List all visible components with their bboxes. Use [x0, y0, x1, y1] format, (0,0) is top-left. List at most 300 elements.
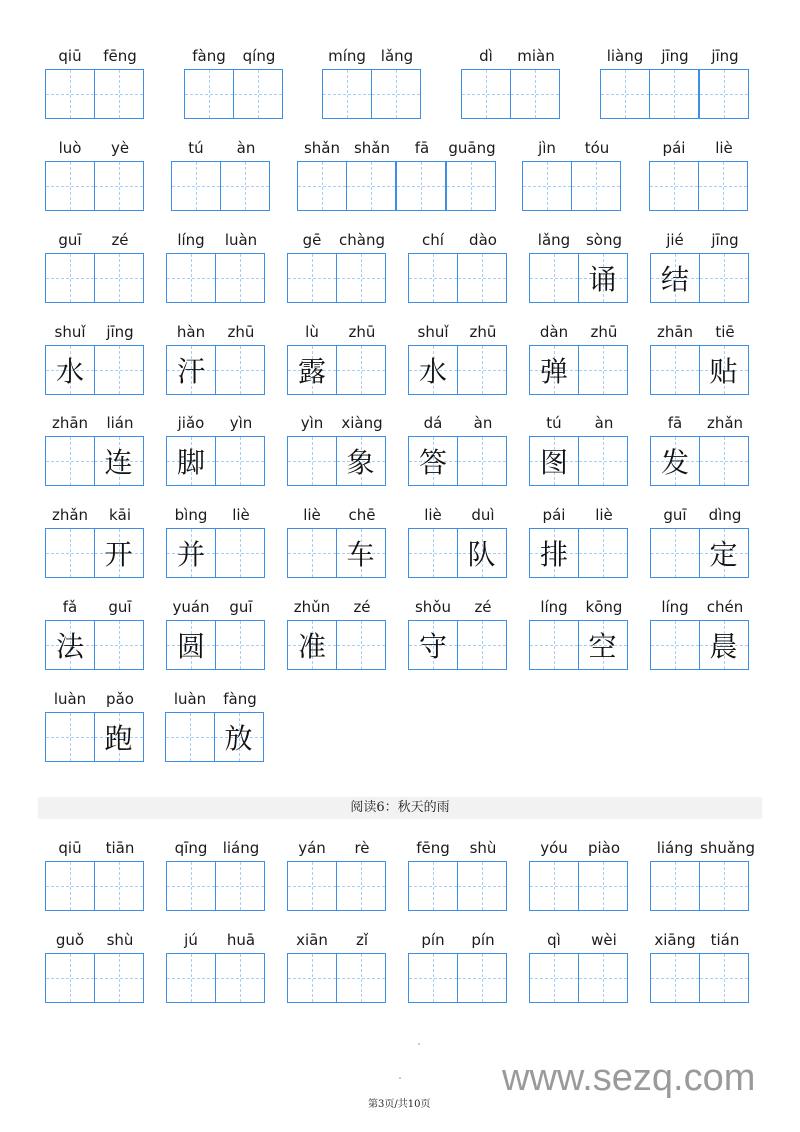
character-cell	[397, 135, 447, 211]
hanzi-character	[458, 862, 506, 910]
hanzi-character	[288, 862, 336, 910]
character-cell	[287, 227, 337, 303]
hanzi-character	[95, 862, 143, 910]
tianzige-writing-box[interactable]	[408, 528, 458, 578]
pinyin-label: chén	[706, 598, 744, 616]
hanzi-character	[46, 862, 94, 910]
hanzi-character	[185, 70, 233, 118]
hanzi-character: 结	[660, 263, 689, 296]
pinyin-label: yán	[298, 839, 326, 857]
tianzige-writing-box[interactable]	[336, 620, 386, 670]
tianzige-writing-box[interactable]	[215, 953, 265, 1003]
pinyin-label: zhū	[590, 323, 618, 341]
hanzi-character	[462, 70, 510, 118]
pinyin-label: yóu	[540, 839, 568, 857]
pinyin-label: rè	[354, 839, 370, 857]
hanzi-character	[579, 529, 627, 577]
character-cell	[579, 410, 629, 486]
pinyin-label: guǒ	[55, 931, 85, 949]
tianzige-writing-box[interactable]	[45, 436, 95, 486]
tianzige-writing-box[interactable]	[214, 712, 264, 762]
speck	[418, 1043, 420, 1045]
hanzi-character	[579, 346, 627, 394]
pinyin-label: zhū	[348, 323, 376, 341]
hanzi-character: 队	[467, 538, 496, 571]
tianzige-writing-box[interactable]	[408, 953, 458, 1003]
pinyin-label: guī	[229, 598, 253, 616]
tianzige-writing-box[interactable]	[166, 528, 216, 578]
pinyin-label: zhǎn	[706, 414, 744, 432]
character-cell	[372, 43, 422, 119]
character-cell	[458, 927, 508, 1003]
hanzi-character	[167, 254, 215, 302]
character-cell	[347, 135, 397, 211]
pinyin-label: shǎn	[353, 139, 391, 157]
character-cell	[287, 502, 337, 578]
pinyin-label: tóu	[584, 139, 610, 157]
character-cell	[529, 502, 579, 578]
tianzige-writing-box[interactable]	[45, 161, 95, 211]
tianzige-writing-box[interactable]	[461, 69, 511, 119]
hanzi-character	[458, 954, 506, 1002]
hanzi-character: 放	[224, 722, 253, 755]
tianzige-writing-box[interactable]	[94, 953, 144, 1003]
tianzige-writing-box[interactable]	[408, 436, 458, 486]
hanzi-character	[458, 437, 506, 485]
character-cell	[166, 594, 216, 670]
hanzi-character	[579, 954, 627, 1002]
hanzi-character	[167, 954, 215, 1002]
character-cell	[579, 502, 629, 578]
pinyin-label: huā	[226, 931, 256, 949]
hanzi-character	[221, 162, 269, 210]
hanzi-character	[216, 437, 264, 485]
character-cell	[700, 927, 750, 1003]
tianzige-writing-box[interactable]	[166, 953, 216, 1003]
tianzige-writing-box[interactable]	[699, 69, 749, 119]
hanzi-character: 排	[539, 538, 568, 571]
tianzige-writing-box[interactable]	[699, 528, 749, 578]
pinyin-label: liè	[715, 139, 733, 157]
tianzige-writing-box[interactable]	[94, 345, 144, 395]
tianzige-writing-box[interactable]	[649, 161, 699, 211]
pinyin-label: zhān	[656, 323, 694, 341]
tianzige-writing-box[interactable]	[699, 345, 749, 395]
hanzi-character	[651, 529, 699, 577]
character-cell	[171, 135, 221, 211]
tianzige-writing-box[interactable]	[699, 436, 749, 486]
character-cell	[337, 502, 387, 578]
hanzi-character: 法	[55, 630, 84, 663]
tianzige-writing-box[interactable]	[457, 436, 507, 486]
pinyin-label: qīng	[174, 839, 208, 857]
hanzi-character	[458, 621, 506, 669]
tianzige-writing-box[interactable]	[336, 861, 386, 911]
tianzige-writing-box[interactable]	[94, 861, 144, 911]
character-cell	[458, 502, 508, 578]
tianzige-writing-box[interactable]	[215, 620, 265, 670]
pinyin-label: dì	[479, 47, 493, 65]
hanzi-character	[409, 254, 457, 302]
tianzige-writing-box[interactable]	[650, 861, 700, 911]
pinyin-label: liè	[303, 506, 321, 524]
tianzige-writing-box[interactable]	[166, 861, 216, 911]
character-cell	[166, 835, 216, 911]
tianzige-writing-box[interactable]	[45, 861, 95, 911]
hanzi-character	[372, 70, 420, 118]
tianzige-writing-box[interactable]	[408, 345, 458, 395]
character-cell	[650, 502, 700, 578]
hanzi-character	[579, 862, 627, 910]
tianzige-writing-box[interactable]	[446, 161, 496, 211]
tianzige-writing-box[interactable]	[649, 69, 699, 119]
character-cell	[337, 227, 387, 303]
character-cell	[511, 43, 561, 119]
tianzige-writing-box[interactable]	[408, 620, 458, 670]
character-cell	[579, 835, 629, 911]
character-cell	[408, 319, 458, 395]
tianzige-writing-box[interactable]	[287, 528, 337, 578]
word-group	[166, 502, 266, 578]
hanzi-character: 弹	[539, 355, 568, 388]
pinyin-label: tiān	[105, 839, 135, 857]
tianzige-writing-box[interactable]	[287, 253, 337, 303]
word-group	[45, 319, 145, 395]
tianzige-writing-box[interactable]	[408, 253, 458, 303]
tianzige-writing-box[interactable]	[322, 69, 372, 119]
character-cell	[45, 835, 95, 911]
hanzi-character	[530, 954, 578, 1002]
hanzi-character	[700, 862, 748, 910]
tianzige-writing-box[interactable]	[650, 620, 700, 670]
character-cell	[216, 594, 266, 670]
word-group	[45, 686, 145, 762]
pinyin-label: qiū	[58, 839, 82, 857]
pinyin-label: tiē	[715, 323, 735, 341]
tianzige-writing-box[interactable]	[699, 861, 749, 911]
hanzi-character	[337, 862, 385, 910]
tianzige-writing-box[interactable]	[166, 253, 216, 303]
hanzi-character: 空	[588, 630, 617, 663]
tianzige-writing-box[interactable]	[94, 528, 144, 578]
tianzige-writing-box[interactable]	[578, 620, 628, 670]
character-cell	[458, 319, 508, 395]
tianzige-writing-box[interactable]	[233, 69, 283, 119]
hanzi-character	[409, 862, 457, 910]
pinyin-label: jīng	[661, 47, 689, 65]
character-cell	[45, 594, 95, 670]
tianzige-writing-box[interactable]	[529, 953, 579, 1003]
tianzige-writing-box[interactable]	[94, 436, 144, 486]
pinyin-label: pín	[421, 931, 445, 949]
tianzige-writing-box[interactable]	[220, 161, 270, 211]
character-cell	[408, 227, 458, 303]
word-group	[166, 594, 266, 670]
hanzi-character	[337, 621, 385, 669]
tianzige-writing-box[interactable]	[571, 161, 621, 211]
tianzige-writing-box[interactable]	[336, 953, 386, 1003]
hanzi-character: 象	[346, 446, 375, 479]
tianzige-writing-box[interactable]	[529, 345, 579, 395]
tianzige-writing-box[interactable]	[184, 69, 234, 119]
hanzi-character	[530, 254, 578, 302]
tianzige-writing-box[interactable]	[457, 253, 507, 303]
hanzi-character	[95, 70, 143, 118]
tianzige-writing-box[interactable]	[650, 953, 700, 1003]
tianzige-writing-box[interactable]	[45, 712, 95, 762]
tianzige-writing-box[interactable]	[396, 161, 446, 211]
character-cell	[529, 594, 579, 670]
hanzi-character: 脚	[176, 446, 205, 479]
word-group	[529, 502, 629, 578]
hanzi-character	[46, 437, 94, 485]
character-cell	[522, 135, 572, 211]
word-group	[287, 594, 387, 670]
hanzi-character	[95, 346, 143, 394]
word-group	[322, 43, 422, 119]
character-cell	[216, 502, 266, 578]
hanzi-character	[397, 162, 445, 210]
tianzige-writing-box[interactable]	[457, 345, 507, 395]
tianzige-writing-box[interactable]	[166, 620, 216, 670]
hanzi-character	[337, 254, 385, 302]
tianzige-writing-box[interactable]	[457, 528, 507, 578]
hanzi-character: 守	[418, 630, 447, 663]
tianzige-writing-box[interactable]	[287, 620, 337, 670]
tianzige-writing-box[interactable]	[45, 528, 95, 578]
hanzi-character	[700, 437, 748, 485]
word-group	[529, 227, 629, 303]
pinyin-label: yìn	[229, 414, 253, 432]
tianzige-writing-box[interactable]	[166, 436, 216, 486]
tianzige-writing-box[interactable]	[171, 161, 221, 211]
tianzige-writing-box[interactable]	[522, 161, 572, 211]
tianzige-writing-box[interactable]	[699, 620, 749, 670]
character-cell	[216, 835, 266, 911]
word-group	[650, 410, 750, 486]
word-group	[529, 927, 629, 1003]
pinyin-label: zé	[111, 231, 129, 249]
pinyin-label: shǎn	[303, 139, 341, 157]
hanzi-character	[166, 713, 214, 761]
character-cell	[408, 594, 458, 670]
tianzige-writing-box[interactable]	[529, 861, 579, 911]
tianzige-writing-box[interactable]	[529, 436, 579, 486]
tianzige-writing-box[interactable]	[166, 345, 216, 395]
hanzi-character	[601, 70, 649, 118]
tianzige-writing-box[interactable]	[457, 620, 507, 670]
character-cell	[95, 927, 145, 1003]
tianzige-writing-box[interactable]	[45, 253, 95, 303]
word-group	[171, 135, 271, 211]
tianzige-writing-box[interactable]	[650, 436, 700, 486]
pinyin-label: jié	[666, 231, 684, 249]
tianzige-writing-box[interactable]	[336, 253, 386, 303]
character-cell	[287, 410, 337, 486]
tianzige-writing-box[interactable]	[94, 253, 144, 303]
hanzi-character: 水	[418, 355, 447, 388]
word-group	[45, 594, 145, 670]
tianzige-writing-box[interactable]	[287, 436, 337, 486]
tianzige-writing-box[interactable]	[457, 861, 507, 911]
character-cell	[297, 135, 347, 211]
tianzige-writing-box[interactable]	[699, 253, 749, 303]
pinyin-label: qiū	[58, 47, 82, 65]
tianzige-writing-box[interactable]	[45, 345, 95, 395]
tianzige-writing-box[interactable]	[215, 528, 265, 578]
tianzige-writing-box[interactable]	[650, 345, 700, 395]
pinyin-label: fā	[667, 414, 683, 432]
character-cell	[579, 319, 629, 395]
pinyin-label: yuán	[172, 598, 210, 616]
hanzi-character: 并	[176, 538, 205, 571]
word-group	[408, 410, 508, 486]
hanzi-character: 诵	[588, 263, 617, 296]
hanzi-character	[172, 162, 220, 210]
tianzige-writing-box[interactable]	[336, 436, 386, 486]
tianzige-writing-box[interactable]	[698, 161, 748, 211]
tianzige-writing-box[interactable]	[287, 345, 337, 395]
pinyin-label: bìng	[174, 506, 208, 524]
character-cell	[45, 43, 95, 119]
pinyin-label: miàn	[517, 47, 555, 65]
character-cell	[579, 927, 629, 1003]
tianzige-writing-box[interactable]	[94, 161, 144, 211]
tianzige-writing-box[interactable]	[600, 69, 650, 119]
section-title: 阅读6：秋天的雨	[38, 797, 762, 819]
character-cell	[45, 502, 95, 578]
tianzige-writing-box[interactable]	[336, 345, 386, 395]
character-cell	[45, 135, 95, 211]
hanzi-character	[216, 954, 264, 1002]
character-cell	[166, 410, 216, 486]
tianzige-writing-box[interactable]	[287, 861, 337, 911]
tianzige-writing-box[interactable]	[215, 436, 265, 486]
pinyin-label: liàng	[606, 47, 644, 65]
pinyin-label: luàn	[53, 690, 87, 708]
tianzige-writing-box[interactable]	[578, 345, 628, 395]
character-cell	[461, 43, 511, 119]
tianzige-writing-box[interactable]	[287, 953, 337, 1003]
tianzige-writing-box[interactable]	[346, 161, 396, 211]
character-cell	[95, 410, 145, 486]
pinyin-label: fàng	[192, 47, 226, 65]
tianzige-writing-box[interactable]	[94, 620, 144, 670]
character-cell	[95, 502, 145, 578]
pinyin-label: guī	[108, 598, 132, 616]
tianzige-writing-box[interactable]	[371, 69, 421, 119]
character-cell	[45, 319, 95, 395]
word-group	[650, 227, 750, 303]
tianzige-writing-box[interactable]	[45, 69, 95, 119]
tianzige-writing-box[interactable]	[578, 436, 628, 486]
word-group	[287, 927, 387, 1003]
tianzige-writing-box[interactable]	[215, 345, 265, 395]
pinyin-label: zhǔn	[293, 598, 331, 616]
pinyin-label: xiān	[296, 931, 328, 949]
hanzi-character	[511, 70, 559, 118]
tianzige-writing-box[interactable]	[510, 69, 560, 119]
tianzige-writing-box[interactable]	[529, 620, 579, 670]
hanzi-character	[447, 162, 495, 210]
character-cell	[699, 135, 749, 211]
pinyin-label: xiàng	[341, 414, 383, 432]
tianzige-writing-box[interactable]	[699, 953, 749, 1003]
hanzi-character: 图	[539, 446, 568, 479]
pinyin-label: shǒu	[414, 598, 451, 616]
tianzige-writing-box[interactable]	[165, 712, 215, 762]
pinyin-label: shù	[106, 931, 134, 949]
tianzige-writing-box[interactable]	[457, 953, 507, 1003]
character-cell	[337, 835, 387, 911]
tianzige-writing-box[interactable]	[94, 712, 144, 762]
tianzige-writing-box[interactable]	[578, 528, 628, 578]
tianzige-writing-box[interactable]	[650, 528, 700, 578]
character-cell	[166, 927, 216, 1003]
tianzige-writing-box[interactable]	[529, 253, 579, 303]
tianzige-writing-box[interactable]	[578, 953, 628, 1003]
hanzi-character	[700, 954, 748, 1002]
tianzige-writing-box[interactable]	[45, 953, 95, 1003]
pinyin-label: jú	[184, 931, 198, 949]
word-group	[45, 927, 145, 1003]
pinyin-label: míng	[328, 47, 366, 65]
character-cell	[287, 835, 337, 911]
pinyin-label: zhū	[227, 323, 255, 341]
pinyin-label: yè	[110, 139, 130, 157]
word-group	[165, 686, 265, 762]
character-cell	[650, 410, 700, 486]
hanzi-character	[46, 954, 94, 1002]
tianzige-writing-box[interactable]	[529, 528, 579, 578]
pinyin-label: àn	[236, 139, 256, 157]
tianzige-writing-box[interactable]	[408, 861, 458, 911]
tianzige-writing-box[interactable]	[215, 253, 265, 303]
pinyin-label: zhǎn	[51, 506, 89, 524]
tianzige-writing-box[interactable]	[297, 161, 347, 211]
character-cell	[408, 410, 458, 486]
hanzi-character	[216, 621, 264, 669]
hanzi-character	[46, 254, 94, 302]
hanzi-character	[216, 254, 264, 302]
hanzi-character: 车	[346, 538, 375, 571]
character-cell	[95, 227, 145, 303]
pinyin-label: fǎ	[62, 598, 78, 616]
character-cell	[650, 43, 700, 119]
tianzige-writing-box[interactable]	[94, 69, 144, 119]
pinyin-label: zé	[353, 598, 371, 616]
hanzi-character: 汗	[176, 355, 205, 388]
word-group	[650, 927, 750, 1003]
pinyin-label: liáng	[656, 839, 694, 857]
hanzi-character: 发	[660, 446, 689, 479]
tianzige-writing-box[interactable]	[578, 861, 628, 911]
hanzi-character	[46, 713, 94, 761]
hanzi-character: 定	[709, 538, 738, 571]
tianzige-writing-box[interactable]	[45, 620, 95, 670]
character-cell	[166, 227, 216, 303]
tianzige-writing-box[interactable]	[336, 528, 386, 578]
word-group	[650, 835, 756, 911]
tianzige-writing-box[interactable]	[215, 861, 265, 911]
tianzige-writing-box[interactable]	[650, 253, 700, 303]
character-cell	[529, 410, 579, 486]
character-cell	[216, 319, 266, 395]
tianzige-writing-box[interactable]	[578, 253, 628, 303]
word-group	[45, 835, 145, 911]
word-group	[166, 227, 266, 303]
pinyin-label: liáng	[222, 839, 260, 857]
